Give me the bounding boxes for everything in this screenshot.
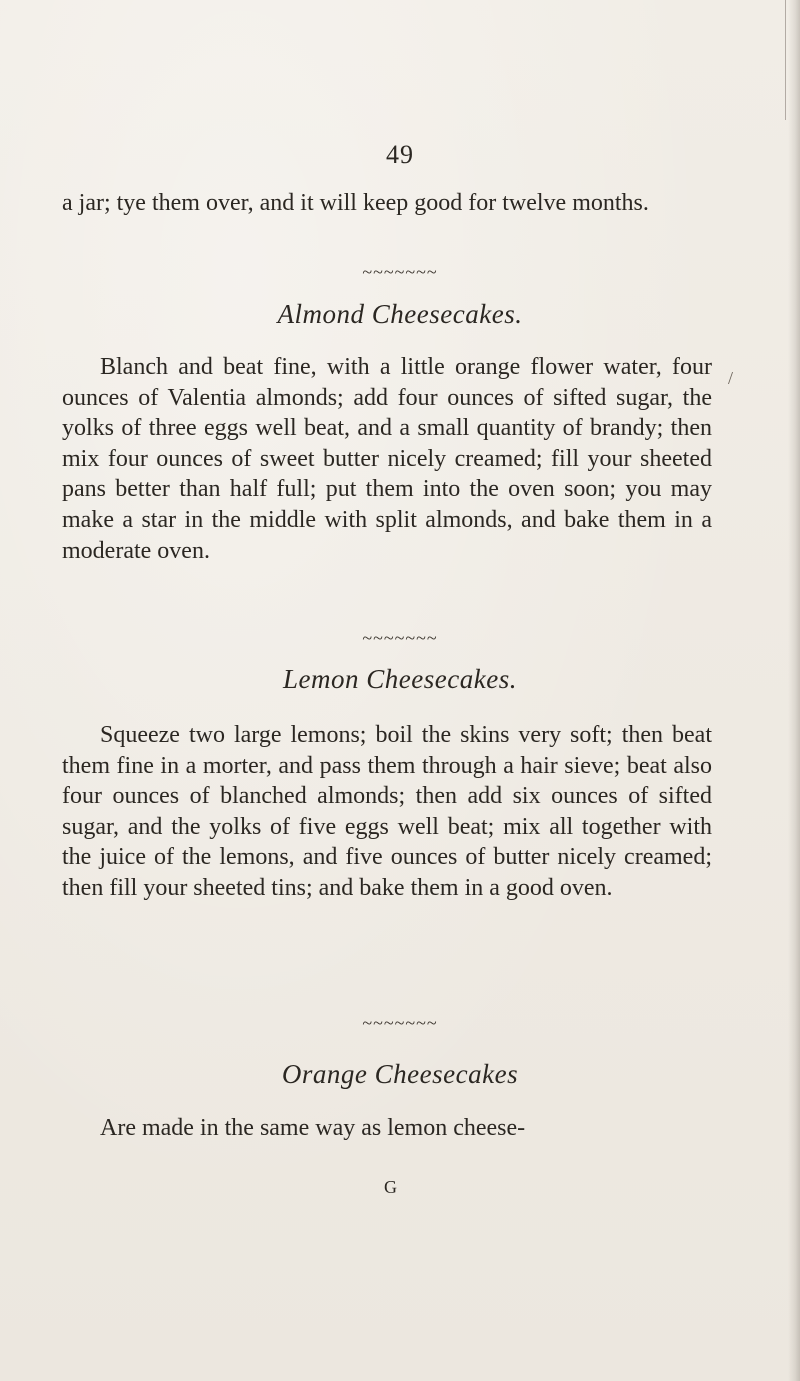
margin-mark: / — [728, 368, 734, 388]
paragraph-text: Squeeze two large lemons; boil the skins very soft; then beat them fine in a morter, and pass them through a hair sieve; beat also four ounces of blanched almonds; then add six ounces of sifted sugar, and the yolks of five eggs well beat; mix all together with the juice of the lemons, and five ounces of butter nicely creamed; then fill your sheeted tins; and bake them in a good oven. — [62, 722, 712, 901]
paragraph-text: Are made in the same way as lemon cheese- — [100, 1115, 526, 1141]
signature-mark: G — [384, 1177, 397, 1197]
heading-lemon-cheesecakes: Lemon Cheesecakes. — [283, 664, 517, 694]
paragraph-almond-recipe — [62, 352, 712, 566]
ornament-divider: ~~~~~~~ — [362, 628, 438, 648]
ornament-divider: ~~~~~~~ — [362, 262, 438, 282]
paragraph-orange-recipe — [62, 1113, 712, 1144]
paragraph-continuation — [62, 188, 712, 219]
paragraph-text: Blanch and beat fine, with a little orange flower water, four ounces of Valentia almonds; add four ounces of sifted sugar, the yolks of three eggs well beat, and a small quantity of brandy; then mix four ounces of sweet butter nicely creamed; fill your sheeted pans better than half full; put them into the oven soon; you may make a star in the middle with split almonds, and bake them in a moderate oven. — [62, 354, 712, 564]
heading-almond-cheesecakes: Almond Cheesecakes. — [277, 299, 523, 329]
ornament-divider: ~~~~~~~ — [362, 1013, 438, 1033]
paragraph-lemon-recipe — [62, 720, 712, 904]
heading-orange-cheesecakes: Orange Cheesecakes — [281, 1059, 519, 1089]
page-edge-line — [785, 0, 786, 120]
page-number: 49 — [386, 140, 414, 169]
paragraph-text: a jar; tye them over, and it will keep good for twelve months. — [62, 190, 649, 216]
